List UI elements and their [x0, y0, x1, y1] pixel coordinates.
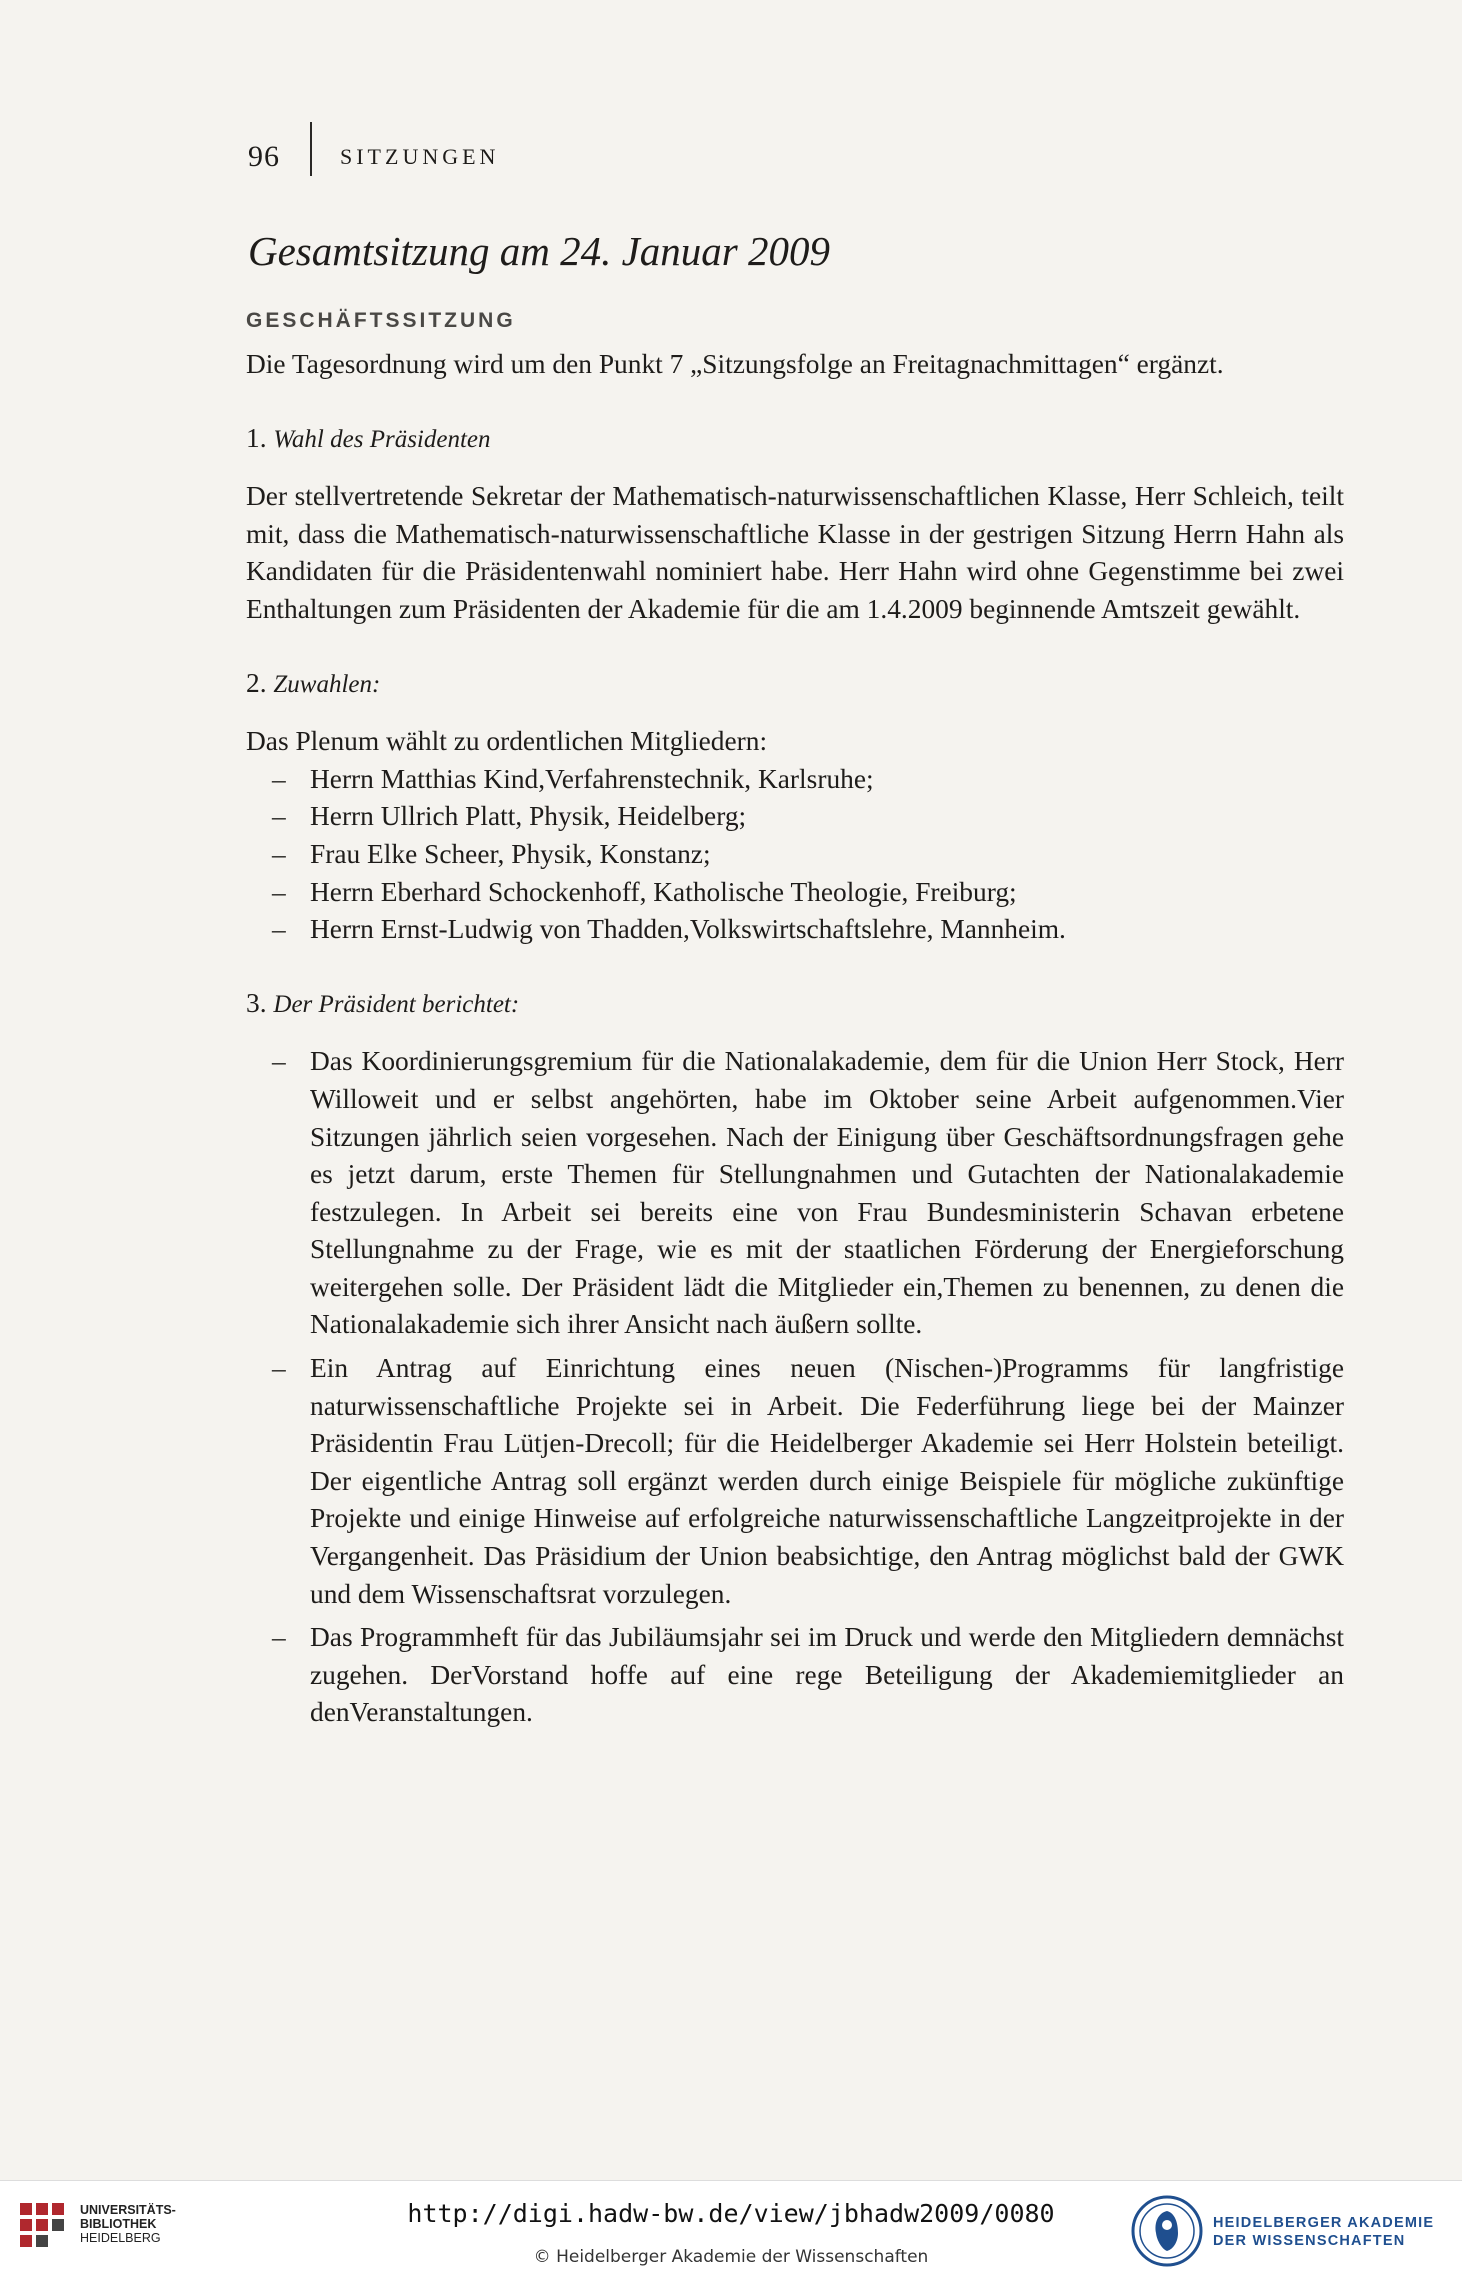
viewer-footer: [0, 2180, 1462, 2286]
member-item: – Herrn Ullrich Platt, Physik, Heidelberg;: [246, 798, 1344, 836]
session-title: Gesamtsitzung am 24. Januar 2009: [248, 228, 830, 274]
member-item: – Herrn Ernst-Ludwig von Thadden,Volkswirtschaftslehre, Mannheim.: [246, 911, 1344, 949]
item1-title: Wahl des Präsidenten: [273, 425, 491, 453]
report-point: – Das Programmheft für das Jubiläumsjahr sei im Druck und werde den Mitgliedern demnächst zugehen. DerVorstand hoffe auf eine rege Beteiligung der Akademiemitglieder an denVeranstaltungen.: [246, 1619, 1344, 1732]
item2-number: 2.: [246, 667, 267, 698]
page-number: 96: [248, 140, 280, 173]
academy-name: [1213, 2214, 1434, 2250]
item1-heading: [246, 420, 1344, 459]
report-point: – Das Koordinierungsgremium für die Nationalakademie, dem für die Union Herr Stock, Herr Willoweit und er selbst angehörten, habe im Oktober seine Arbeit aufgenommen.Vier Sitzungen jährlich seien vorgesehen. Nach der Einigung über Geschäftsordnungsfragen gehe es jetzt darum, erste Themen für Stellungnahmen und Gutachten der Nationalakademie festzulegen. In Arbeit sei bereits eine von Frau Bundesministerin Schavan erbetene Stellungnahme zu der Frage, wie es mit der staatlichen Förderung der Energieforschung weitergehen solle. Der Präsident lädt die Mitglieder ein,Themen zu benennen, zu denen die Nationalakademie sich ihrer Ansicht nach äußern sollte.: [246, 1043, 1344, 1344]
item3-number: 3.: [246, 987, 267, 1018]
member-item: – Herrn Eberhard Schockenhoff, Katholische Theologie, Freiburg;: [246, 874, 1344, 912]
page-body: [246, 226, 1344, 1738]
copyright-notice: © Heidelberger Akademie der Wissenschaften: [533, 2247, 929, 2267]
item1-text: Der stellvertretende Sekretar der Mathematisch-naturwissenschaftlichen Klasse, Herr Schleich, teilt mit, dass die Mathematisch-naturwissenschaftliche Klasse in der gestrigen Sitzung Herrn Hahn als Kandidaten für die Präsidentenwahl nominiert habe. Herr Hahn wird ohne Gegenstimme bei zwei Enthaltungen zum Präsidenten der Akademie für die am 1.4.2009 beginnende Amtszeit gewählt.: [246, 481, 1344, 624]
permalink-url[interactable]: http://digi.hadw-bw.de/view/jbhadw2009/0080: [407, 2199, 1055, 2228]
item3-title: Der Präsident berichtet:: [273, 990, 520, 1018]
item1-number: 1.: [246, 422, 267, 453]
member-item: – Frau Elke Scheer, Physik, Konstanz;: [246, 836, 1344, 874]
item2-title: Zuwahlen:: [273, 670, 381, 698]
subheading: GESCHÄFTSSITZUNG: [246, 309, 516, 332]
item2-heading: [246, 665, 1344, 704]
member-list: [246, 761, 1344, 949]
library-name-line: BIBLIOTHEK: [80, 2217, 157, 2231]
member-item: – Herrn Matthias Kind,Verfahrenstechnik, Karlsruhe;: [246, 761, 1344, 799]
academy-name-line: HEIDELBERGER AKADEMIE: [1213, 2215, 1435, 2231]
item3-heading: [246, 985, 1344, 1024]
academy-name-line: DER WISSENSCHAFTEN: [1213, 2233, 1406, 2249]
intro-paragraph: Die Tagesordnung wird um den Punkt 7 „Sitzungsfolge an Freitagnachmittagen“ ergänzt.: [246, 349, 1224, 379]
item2-lead: Das Plenum wählt zu ordentlichen Mitgliedern:: [246, 726, 768, 757]
report-point: – Ein Antrag auf Einrichtung eines neuen (Nischen-)Programms für langfristige naturwissenschaftliche Projekte sei in Arbeit. Die Federführung liege bei der Mainzer Präsidentin Frau Lütjen-Drecoll; für die Heidelberger Akademie sei Herr Holstein beteiligt. Der eigentliche Antrag soll ergänzt werden durch einige Beispiele für mögliche zukünftige Projekte und einige Hinweise auf erfolgreiche naturwissenschaftliche Langzeitprojekte in der Vergangenheit. Das Präsidium der Union beabsichtige, den Antrag möglichst bald der GWK und dem Wissenschaftsrat vorzulegen.: [246, 1350, 1344, 1613]
running-head: [248, 130, 499, 184]
section-name: SITZUNGEN: [340, 144, 500, 169]
report-list: [246, 1043, 1344, 1732]
library-name-line: UNIVERSITÄTS-: [80, 2203, 176, 2217]
academy-seal-icon: [1130, 2191, 1204, 2271]
running-head-divider: [310, 122, 312, 176]
library-name-line: HEIDELBERG: [80, 2231, 161, 2245]
